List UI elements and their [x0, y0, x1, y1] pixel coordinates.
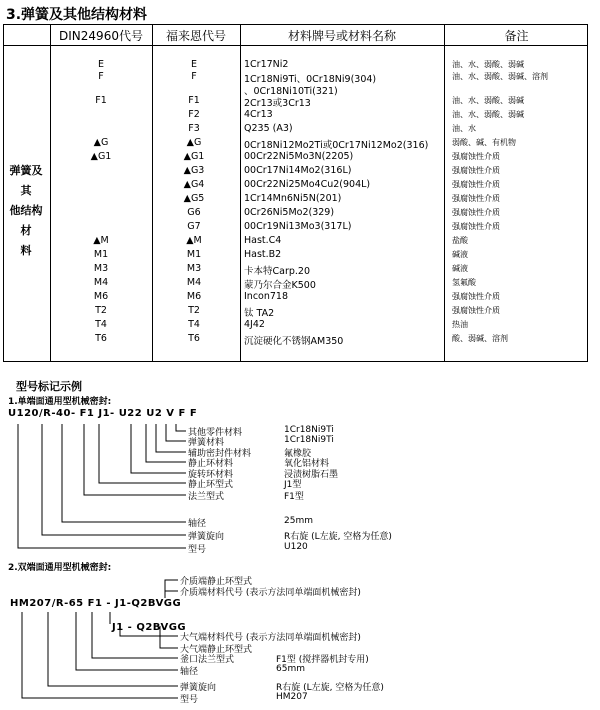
example1-value: 浸渍树脂石墨	[284, 470, 339, 480]
example1-label: 弹簧旋向	[188, 532, 225, 542]
example1-value: J1型	[284, 480, 302, 490]
cell-mat: 0Cr26Ni5Mo2(329)	[244, 207, 335, 218]
cell-mat: Hast.C4	[244, 235, 282, 246]
example2-label: 轴径	[180, 667, 199, 677]
side-label: 弹簧及其 他结构材 料	[9, 164, 43, 257]
cell-flr: ▲G3	[183, 165, 205, 176]
example1-value: R右旋 (L左旋, 空格为任意)	[284, 532, 392, 542]
cell-flr: ▲G	[186, 137, 202, 148]
cell-note: 强腐蚀性介质	[452, 208, 500, 217]
example1-heading: 1.单端面通用型机械密封:	[8, 397, 112, 407]
cell-flr: E	[190, 59, 197, 70]
example1-label: 静止环材料	[188, 459, 234, 469]
example2-label: 型号	[180, 695, 199, 705]
cell-din: T4	[95, 319, 107, 330]
cell-din: F1	[95, 95, 107, 106]
cell-din: F	[98, 71, 104, 82]
example1-label: 轴径	[188, 519, 207, 529]
section-title: 3.弹簧及其他结构材料	[6, 7, 148, 23]
example1-value: F1型	[284, 492, 304, 502]
cell-mat: 蒙乃尔合金K500	[244, 280, 316, 291]
cell-din: ▲M	[93, 235, 109, 246]
example1-label: 旋转环材料	[188, 470, 234, 480]
cell-mat: Hast.B2	[244, 249, 282, 260]
example1-label: 法兰型式	[188, 492, 225, 502]
cell-flr: F1	[188, 95, 200, 106]
example2-heading: 2.双端面通用型机械密封:	[8, 563, 112, 573]
cell-mat: 00Cr22Ni25Mo4Cu2(904L)	[244, 179, 371, 190]
example2-value: 65mm	[276, 664, 305, 674]
cell-flr: ▲G1	[183, 151, 205, 162]
example-title: 型号标记示例	[16, 380, 82, 393]
cell-note: 碱液	[452, 264, 468, 273]
example1-value: U120	[284, 542, 308, 552]
example1-code: U120/R-40- F1 J1- U22 U2 V F F	[8, 408, 198, 419]
cell-mat: 00Cr19Ni13Mo3(317L)	[244, 221, 352, 232]
cell-mat: 1Cr14Mn6Ni5N(201)	[244, 193, 342, 204]
cell-flr: F3	[188, 123, 200, 134]
example1-value: 氟橡胶	[284, 449, 312, 459]
cell-mat: Q235 (A3)	[244, 123, 293, 134]
cell-note: 强腐蚀性介质	[452, 306, 500, 315]
cell-flr: T4	[188, 319, 200, 330]
cell-mat: 1Cr17Ni2	[244, 59, 289, 70]
cell-mat: 4J42	[244, 319, 265, 330]
cell-note: 强腐蚀性介质	[452, 180, 500, 189]
cell-flr: T2	[188, 305, 200, 316]
cell-mat: 2Cr13或3Cr13	[244, 98, 311, 109]
example2-label: 介质端材料代号 (表示方法同单端面机械密封)	[180, 588, 361, 598]
example2-label: 弹簧旋向	[180, 683, 217, 693]
example2-code-main: HM207/R-65 F1 - J1-Q2BVGG	[10, 598, 182, 609]
example1-value: 氧化铝材料	[284, 459, 330, 469]
example2-label: 介质端静止环型式	[180, 577, 253, 587]
cell-din: ▲G1	[90, 151, 112, 162]
example2-label: 釜口法兰型式	[180, 655, 235, 665]
cell-note: 强腐蚀性介质	[452, 292, 500, 301]
cell-note: 酸、弱碱、溶剂	[452, 334, 508, 343]
cell-flr: G6	[187, 207, 201, 218]
cell-din: M4	[93, 277, 109, 288]
cell-flr: ▲M	[186, 235, 202, 246]
cell-note: 油、水	[452, 124, 476, 133]
cell-din: M3	[93, 263, 109, 274]
cell-note: 油、水、弱酸、弱碱	[452, 60, 524, 69]
example2-code-second: J1 - Q2BVGG	[112, 622, 187, 633]
cell-mat: 0Cr18Ni12Mo2Ti或0Cr17Ni12Mo2(316)	[244, 140, 429, 151]
cell-din: ▲G	[93, 137, 109, 148]
example2-label: 大气端静止环型式	[180, 645, 253, 655]
cell-note: 氢氟酸	[452, 278, 476, 287]
cell-note: 油、水、弱酸、弱碱、溶剂	[452, 72, 548, 81]
cell-note: 强腐蚀性介质	[452, 166, 500, 175]
cell-din: T2	[95, 305, 107, 316]
cell-mat: 00Cr22Ni5Mo3N(2205)	[244, 151, 354, 162]
cell-mat: 00Cr17Ni14Mo2(316L)	[244, 165, 352, 176]
example1-value: 25mm	[284, 516, 313, 526]
cell-flr: M6	[186, 291, 202, 302]
cell-flr: T6	[188, 333, 200, 344]
header-material: 材料牌号或材料名称	[287, 29, 396, 43]
cell-mat: Incon718	[244, 291, 289, 302]
cell-din: T6	[95, 333, 107, 344]
example1-label: 弹簧材料	[188, 438, 225, 448]
example2-label: 大气端材料代号 (表示方法同单端面机械密封)	[180, 633, 361, 643]
cell-mat: 1Cr18Ni9Ti、0Cr18Ni9(304)	[244, 74, 377, 85]
cell-flr: M3	[186, 263, 202, 274]
cell-note: 油、水、弱酸、弱碱	[452, 110, 524, 119]
header-flr: 福来恩代号	[165, 29, 226, 43]
header-note: 备注	[504, 29, 529, 43]
example1-value: 1Cr18Ni9Ti	[284, 435, 334, 445]
cell-mat: 4Cr13	[244, 109, 273, 120]
cell-mat: 钛 TA2	[244, 308, 275, 319]
example1-label: 静止环型式	[188, 480, 234, 490]
cell-note: 盐酸	[452, 236, 468, 245]
example1-label: 辅助密封件材料	[188, 449, 252, 459]
example1-value: 1Cr18Ni9Ti	[284, 425, 334, 435]
cell-flr: ▲G5	[183, 193, 205, 204]
cell-flr: M1	[186, 249, 202, 260]
cell-flr: M4	[186, 277, 202, 288]
example2-value: F1型 (搅拌器机封专用)	[276, 655, 369, 665]
cell-din: M1	[93, 249, 109, 260]
example1-label: 型号	[188, 545, 207, 555]
cell-note: 强腐蚀性介质	[452, 194, 500, 203]
cell-mat: 卡本特Carp.20	[244, 266, 310, 277]
cell-note: 强腐蚀性介质	[452, 152, 500, 161]
cell-mat: 沉淀硬化不锈钢AM350	[244, 336, 344, 347]
example2-value: R右旋 (L左旋, 空格为任意)	[276, 683, 384, 693]
header-din: DIN24960代号	[59, 29, 143, 43]
cell-note: 强腐蚀性介质	[452, 222, 500, 231]
example1-label: 其他零件材料	[188, 428, 243, 438]
example2-value: HM207	[276, 692, 308, 702]
cell-flr: F	[191, 71, 197, 82]
cell-din: E	[97, 59, 104, 70]
cell-din: M6	[93, 291, 109, 302]
cell-mat: 、0Cr18Ni10Ti(321)	[244, 86, 338, 97]
cell-note: 热油	[452, 320, 468, 329]
cell-flr: G7	[187, 221, 201, 232]
cell-note: 弱酸、碱、有机物	[452, 138, 516, 147]
cell-note: 油、水、弱酸、弱碱	[452, 96, 524, 105]
cell-note: 碱液	[452, 250, 468, 259]
cell-flr: F2	[188, 109, 200, 120]
cell-flr: ▲G4	[183, 179, 205, 190]
